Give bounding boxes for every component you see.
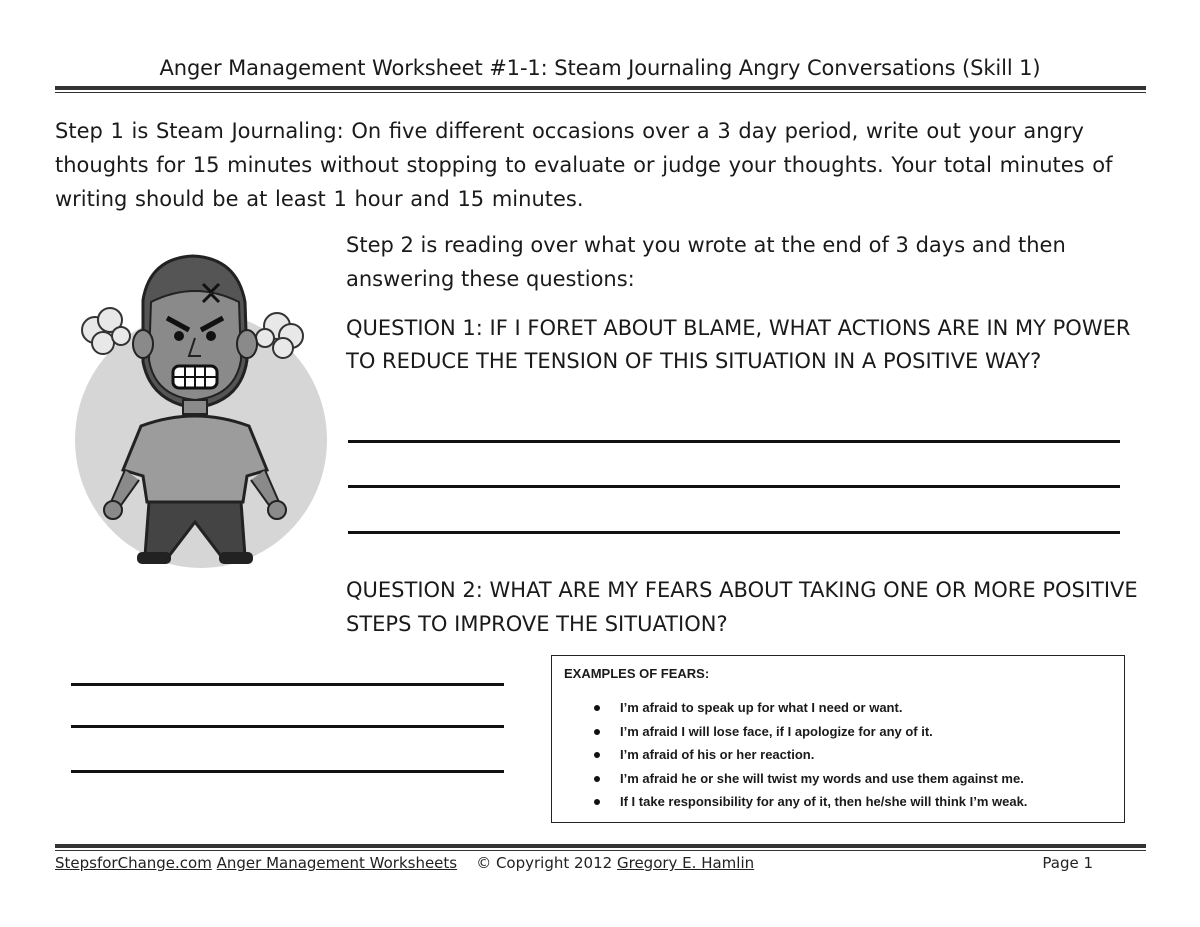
list-item: I’m afraid I will lose face, if I apologize for any of it. [564,724,1112,748]
answer-line[interactable] [348,531,1120,534]
answer-line[interactable] [348,485,1120,488]
footer-rule [55,844,1146,851]
fears-title: EXAMPLES OF FEARS: [564,666,710,681]
angry-boy-illustration [55,240,335,580]
examples-of-fears-box [551,655,1125,823]
site-link[interactable]: StepsforChange.com [55,854,212,872]
list-item: I’m afraid to speak up for what I need or want. [564,700,1112,724]
step1-instructions: Step 1 is Steam Journaling: On five different occasions over a 3 day period, write out your angry thoughts for 15 minutes without stopping to evaluate or judge your thoughts. Your total minutes of writing should be at least 1 hour and 15 minutes. [55,119,1113,211]
header-rule [55,86,1146,93]
answer-line[interactable] [71,683,504,686]
copyright-text: © Copyright 2012 [476,854,613,872]
list-item: I’m afraid of his or her reaction. [564,747,1112,771]
fears-list [564,700,1112,818]
answer-line[interactable] [71,770,504,773]
answer-line[interactable] [71,725,504,728]
footer [55,854,1093,872]
list-item: If I take responsibility for any of it, then he/she will think I’m weak. [564,794,1112,818]
page-number: Page 1 [1042,854,1093,872]
worksheets-link[interactable]: Anger Management Worksheets [216,854,458,872]
author-link[interactable]: Gregory E. Hamlin [616,854,755,872]
question-2: QUESTION 2: WHAT ARE MY FEARS ABOUT TAKING ONE OR MORE POSITIVE STEPS TO IMPROVE THE SITUATION? [346,578,1138,636]
answer-line[interactable] [348,440,1120,443]
worksheet-title: Anger Management Worksheet #1-1: Steam Journaling Angry Conversations (Skill 1) [159,56,1041,80]
question-1: QUESTION 1: IF I FORET ABOUT BLAME, WHAT ACTIONS ARE IN MY POWER TO REDUCE THE TENSION OF THIS SITUATION IN A POSITIVE WAY? [346,316,1131,373]
list-item: I’m afraid he or she will twist my words and use them against me. [564,771,1112,795]
step2-instructions: Step 2 is reading over what you wrote at the end of 3 days and then answering these questions: [346,233,1066,291]
